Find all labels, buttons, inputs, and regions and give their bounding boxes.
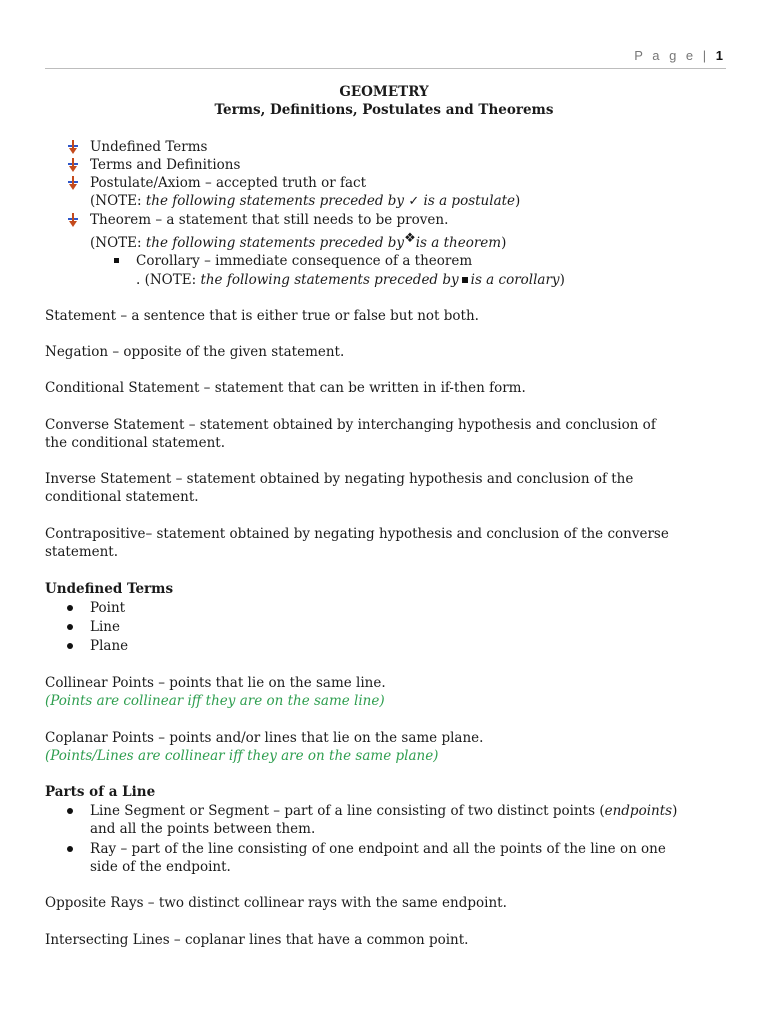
definition-contrapositive: Contrapositive– statement obtained by negating hypothesis and conclusion of the converse — [45, 526, 669, 542]
definition-converse: Converse Statement – statement obtained by interchanging hypothesis and conclusion of — [45, 417, 656, 433]
coplanar-note: (Points/Lines are collinear iff they are on the same plane) — [45, 748, 439, 764]
definition-intersecting-lines: Intersecting Lines – coplanar lines that have a common point. — [45, 932, 469, 948]
document-title: GEOMETRY — [339, 84, 429, 100]
list-item-ray: Ray – part of the line consisting of one endpoint and all the points of the line on one — [90, 841, 666, 857]
note-text: is a corollary — [470, 272, 560, 288]
theorem-note — [90, 231, 507, 253]
bullet-dot-icon — [67, 624, 73, 630]
down-arrow-bullet-icon — [68, 140, 78, 154]
list-item-segment — [90, 802, 677, 820]
definition-statement: Statement – a sentence that is either true or false but not both. — [45, 308, 479, 324]
square-bullet-icon — [114, 258, 119, 263]
bullet-dot-icon — [67, 846, 73, 852]
note-text: the following statements preceded by — [145, 235, 405, 251]
definition-inverse-cont: conditional statement. — [45, 489, 199, 505]
bullet-dot-icon — [67, 643, 73, 649]
note-text: the following statements preceded by — [145, 193, 405, 209]
segment-text: Line Segment or Segment – part of a line consisting of two distinct points ( — [90, 803, 605, 819]
note-suffix: ) — [501, 235, 507, 251]
page-number: 1 — [715, 48, 723, 63]
down-arrow-bullet-icon — [68, 176, 78, 190]
list-item-segment-cont: and all the points between them. — [90, 821, 316, 837]
collinear-note: (Points are collinear iff they are on the same line) — [45, 693, 385, 709]
checkmark-icon: ✓ — [408, 194, 420, 209]
list-item: Plane — [90, 638, 129, 654]
list-item: Point — [90, 600, 126, 616]
bullet-dot-icon — [67, 808, 73, 814]
bullet-dot-icon — [67, 605, 73, 611]
segment-text-end: ) — [672, 803, 678, 819]
outline-subitem: Corollary – immediate consequence of a theorem — [136, 253, 473, 269]
page-label: P a g e | — [634, 48, 710, 63]
outline-item: Undefined Terms — [90, 139, 208, 155]
note-text: the following statements preceded by — [200, 272, 459, 288]
definition-converse-cont: the conditional statement. — [45, 435, 225, 451]
section-heading-parts-of-line: Parts of a Line — [45, 784, 156, 800]
definition-collinear: Collinear Points – points that lie on the same line. — [45, 675, 386, 691]
header-rule — [45, 68, 726, 69]
outline-item: Theorem – a statement that still needs to be proven. — [90, 212, 449, 228]
definition-conditional: Conditional Statement – statement that can be written in if-then form. — [45, 380, 526, 396]
note-text: is a theorem — [415, 235, 502, 251]
list-item-ray-cont: side of the endpoint. — [90, 859, 231, 875]
corollary-note — [136, 271, 565, 289]
page-header — [634, 48, 723, 63]
definition-negation: Negation – opposite of the given statement. — [45, 344, 345, 360]
list-item: Line — [90, 619, 120, 635]
note-prefix: (NOTE: — [90, 193, 146, 209]
note-suffix: ) — [559, 272, 565, 288]
down-arrow-bullet-icon — [68, 158, 78, 172]
definition-inverse: Inverse Statement – statement obtained by negating hypothesis and conclusion of the — [45, 471, 634, 487]
note-prefix: . (NOTE: — [136, 272, 201, 288]
segment-endpoints: endpoints — [604, 803, 673, 819]
down-arrow-bullet-icon — [68, 213, 78, 227]
section-heading-undefined-terms: Undefined Terms — [45, 581, 174, 597]
note-suffix: ) — [515, 193, 521, 209]
postulate-note — [90, 192, 520, 211]
note-prefix: (NOTE: — [90, 235, 146, 251]
definition-coplanar: Coplanar Points – points and/or lines that lie on the same plane. — [45, 730, 484, 746]
definition-opposite-rays: Opposite Rays – two distinct collinear rays with the same endpoint. — [45, 895, 507, 911]
document-subtitle: Terms, Definitions, Postulates and Theorems — [214, 102, 554, 118]
outline-item: Postulate/Axiom – accepted truth or fact — [90, 175, 367, 191]
definition-contrapositive-cont: statement. — [45, 544, 119, 560]
outline-item: Terms and Definitions — [90, 157, 241, 173]
four-diamond-icon: ❖ — [404, 231, 416, 246]
note-text: is a postulate — [419, 193, 516, 209]
black-square-icon — [462, 277, 468, 283]
